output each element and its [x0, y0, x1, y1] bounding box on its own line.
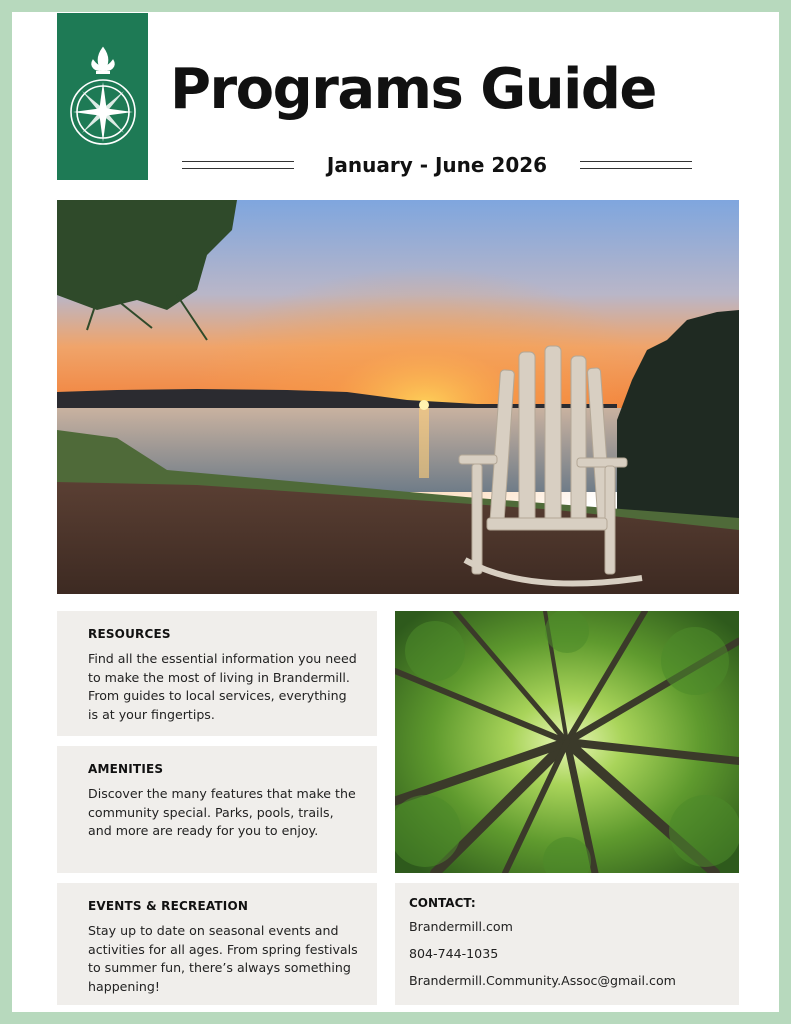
contact-heading: CONTACT: [409, 896, 476, 910]
section-body: Stay up to date on seasonal events and activities for all ages. From spring festivals to summer fun, there’s always something happening! [88, 923, 358, 994]
resources-panel [57, 611, 377, 736]
subtitle-row [182, 150, 692, 180]
contact-email-link[interactable]: Brandermill.Community.Assoc@gmail.com [409, 973, 676, 988]
divider-right [580, 161, 692, 169]
section-heading: EVENTS & RECREATION [88, 899, 249, 913]
section-heading: AMENITIES [88, 762, 164, 776]
section-body: Find all the essential information you need to make the most of living in Brandermill. From guides to local services, everything is at your fingertips. [88, 651, 357, 722]
divider-left [182, 161, 294, 169]
section-heading: RESOURCES [88, 627, 171, 641]
guide-page [12, 12, 779, 1012]
amenities-panel [57, 746, 377, 873]
logo [57, 13, 148, 180]
date-range-subtitle: January - June 2026 [326, 153, 548, 177]
page-title: Programs Guide [170, 57, 656, 122]
section-body: Discover the many features that make the community special. Parks, pools, trails, and more are ready for you to enjoy. [88, 786, 356, 838]
contact-panel [395, 883, 739, 1005]
contact-website-link[interactable]: Brandermill.com [409, 919, 513, 934]
contact-phone[interactable]: 804-744-1035 [409, 946, 499, 961]
events-recreation-panel [57, 883, 377, 1005]
compass-fleur-de-lis-icon [67, 42, 139, 152]
hero-photo [57, 200, 739, 594]
forest-canopy-photo [395, 611, 739, 873]
